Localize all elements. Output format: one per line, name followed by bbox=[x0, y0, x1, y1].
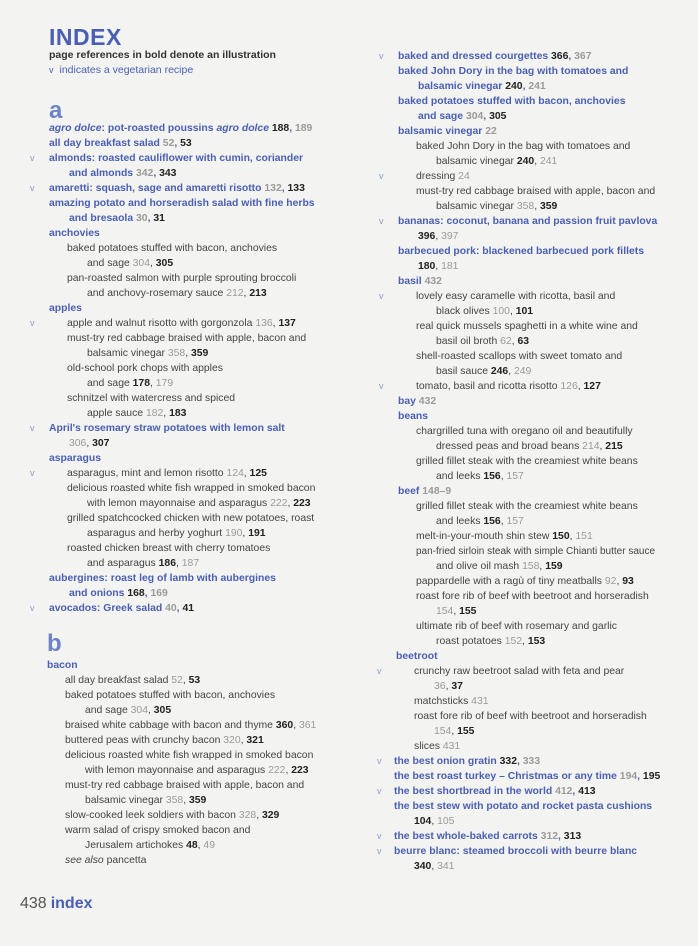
index-subentry-continued: and asparagus 186, 187 bbox=[87, 558, 200, 569]
index-subentry: crunchy raw beetroot salad with feta and pear bbox=[414, 666, 625, 677]
index-entry-continued: balsamic vinegar 240, 241 bbox=[418, 81, 546, 92]
vegetarian-marker: v bbox=[30, 153, 35, 163]
index-subentry-continued: black olives 100, 101 bbox=[436, 306, 534, 317]
index-entry: the best onion gratin 332, 333 bbox=[394, 756, 541, 767]
vegetarian-marker: v bbox=[377, 786, 382, 796]
vegetarian-marker: v bbox=[379, 381, 384, 391]
footer-section-label: index bbox=[50, 895, 93, 912]
page-number: 438 bbox=[20, 895, 47, 912]
index-subentry: ultimate rib of beef with rosemary and garlic bbox=[416, 621, 617, 632]
index-subentry: chargrilled tuna with oregano oil and beautifully bbox=[416, 426, 633, 437]
index-subentry-continued: and sage 304, 305 bbox=[85, 705, 172, 716]
index-subentry-continued: balsamic vinegar 358, 359 bbox=[85, 795, 207, 806]
index-entry: beurre blanc: steamed broccoli with beurre blanc bbox=[394, 846, 638, 857]
index-entry: baked and dressed courgettes 366, 367 bbox=[398, 51, 592, 62]
index-entry: aubergines: roast leg of lamb with aubergines bbox=[49, 573, 276, 584]
vegetarian-marker: v bbox=[377, 846, 382, 856]
index-subentry-continued: 154, 155 bbox=[436, 606, 477, 617]
index-entry: avocados: Greek salad 40, 41 bbox=[49, 603, 194, 614]
index-entry: amazing potato and horseradish salad with fine herbs bbox=[49, 198, 315, 209]
vegetarian-marker: v bbox=[30, 468, 35, 478]
index-subentry-continued: 154, 155 bbox=[434, 726, 475, 737]
index-subentry: baked John Dory in the bag with tomatoes and bbox=[416, 141, 631, 152]
index-entry: baked potatoes stuffed with bacon, anchovies bbox=[398, 96, 626, 107]
index-heading: beans bbox=[398, 411, 429, 422]
index-subentry-continued: and anchovy-rosemary sauce 212, 213 bbox=[87, 288, 267, 299]
section-letter-a: a bbox=[49, 97, 63, 124]
index-entry-continued: 340, 341 bbox=[414, 861, 455, 872]
index-subentry: baked potatoes stuffed with bacon, anchovies bbox=[65, 690, 276, 701]
index-subentry: roast fore rib of beef with beetroot and horseradish bbox=[414, 711, 647, 722]
index-entry-continued: and onions 168, 169 bbox=[69, 588, 168, 599]
vegetarian-marker: v bbox=[49, 65, 54, 75]
index-subentry: must-try red cabbage braised with apple, bacon and bbox=[67, 333, 307, 344]
index-subentry-continued: and leeks 156, 157 bbox=[436, 471, 524, 482]
index-subentry-continued: balsamic vinegar 358, 359 bbox=[436, 201, 558, 212]
index-subentry: roasted chicken breast with cherry tomatoes bbox=[67, 543, 271, 554]
index-subentry: grilled spatchcocked chicken with new potatoes, roast bbox=[67, 513, 315, 524]
index-subentry-continued: roast potatoes 152, 153 bbox=[436, 636, 546, 647]
index-subentry: slices 431 bbox=[414, 741, 461, 752]
index-heading: anchovies bbox=[49, 228, 100, 239]
index-subentry: braised white cabbage with bacon and thyme 360, 361 bbox=[65, 720, 317, 731]
index-heading: apples bbox=[49, 303, 82, 314]
index-heading: asparagus bbox=[49, 453, 101, 464]
index-subentry-continued: basil oil broth 62, 63 bbox=[436, 336, 530, 347]
index-heading: bay 432 bbox=[398, 396, 437, 407]
index-entry: almonds: roasted cauliflower with cumin, coriander bbox=[49, 153, 304, 164]
index-subentry: buttered peas with crunchy bacon 320, 321 bbox=[65, 735, 264, 746]
index-subentry-continued: and olive oil mash 158, 159 bbox=[436, 561, 563, 572]
index-subentry-continued: Jerusalem artichokes 48, 49 bbox=[85, 840, 215, 851]
index-entry: the best roast turkey – Christmas or any time 194, 195 bbox=[394, 771, 661, 782]
section-letter-b: b bbox=[47, 630, 62, 657]
index-subentry-continued: with lemon mayonnaise and asparagus 222, 223 bbox=[87, 498, 311, 509]
index-subentry: apple and walnut risotto with gorgonzola 136, 137 bbox=[67, 318, 296, 329]
index-heading: balsamic vinegar 22 bbox=[398, 126, 497, 137]
index-subentry-continued: and leeks 156, 157 bbox=[436, 516, 524, 527]
index-subentry-continued: apple sauce 182, 183 bbox=[87, 408, 187, 419]
index-entry-continued: and bresaola 30, 31 bbox=[69, 213, 165, 224]
index-entry-continued: and sage 304, 305 bbox=[418, 111, 507, 122]
index-heading: bacon bbox=[47, 660, 78, 671]
index-entry-continued: 306, 307 bbox=[69, 438, 110, 449]
index-entry: the best shortbread in the world 412, 413 bbox=[394, 786, 596, 797]
vegetarian-marker: v bbox=[377, 831, 382, 841]
index-entry-continued: 104, 105 bbox=[414, 816, 455, 827]
index-entry: agro dolce: pot-roasted poussins agro dolce 188, 189 bbox=[49, 123, 313, 134]
index-subentry: must-try red cabbage braised with apple, bacon and bbox=[416, 186, 656, 197]
index-subentry: shell-roasted scallops with sweet tomato and bbox=[416, 351, 623, 362]
index-subentry-continued: and sage 178, 179 bbox=[87, 378, 174, 389]
index-entry: the best whole-baked carrots 312, 313 bbox=[394, 831, 582, 842]
index-entry-continued: and almonds 342, 343 bbox=[69, 168, 177, 179]
index-subentry: pan-fried sirloin steak with simple Chianti butter sauce bbox=[416, 546, 655, 557]
vegetarian-marker: v bbox=[30, 423, 35, 433]
index-heading: basil 432 bbox=[398, 276, 442, 287]
index-heading: beef 148–9 bbox=[398, 486, 452, 497]
vegetarian-marker: v bbox=[379, 216, 384, 226]
index-subentry-continued: with lemon mayonnaise and asparagus 222, 223 bbox=[85, 765, 309, 776]
index-subentry: dressing 24 bbox=[416, 171, 470, 182]
vegetarian-marker: v bbox=[377, 756, 382, 766]
index-entry: amaretti: squash, sage and amaretti risotto 132, 133 bbox=[49, 183, 305, 194]
index-subentry-continued: dressed peas and broad beans 214, 215 bbox=[436, 441, 623, 452]
index-subentry: all day breakfast salad 52, 53 bbox=[65, 675, 201, 686]
index-subentry-continued: basil sauce 246, 249 bbox=[436, 366, 532, 377]
index-subentry-continued: 36, 37 bbox=[434, 681, 463, 692]
index-entry: all day breakfast salad 52, 53 bbox=[49, 138, 192, 149]
index-subentry: matchsticks 431 bbox=[414, 696, 489, 707]
vegetarian-marker: v bbox=[30, 318, 35, 328]
index-subentry: pan-roasted salmon with purple sprouting broccoli bbox=[67, 273, 297, 284]
index-subentry: grilled fillet steak with the creamiest white beans bbox=[416, 456, 638, 467]
page-title: INDEX bbox=[49, 24, 122, 50]
index-subentry: real quick mussels spaghetti in a white wine and bbox=[416, 321, 638, 332]
index-subentry: warm salad of crispy smoked bacon and bbox=[65, 825, 251, 836]
index-entry-continued: 180, 181 bbox=[418, 261, 459, 272]
index-entry: bananas: coconut, banana and passion fruit pavlova bbox=[398, 216, 658, 227]
index-subentry: melt-in-your-mouth shin stew 150, 151 bbox=[416, 531, 593, 542]
page-footer bbox=[20, 895, 93, 913]
vegetarian-note: v indicates a vegetarian recipe bbox=[49, 64, 194, 76]
index-subentry: tomato, basil and ricotta risotto 126, 127 bbox=[416, 381, 601, 392]
index-subentry: schnitzel with watercress and spiced bbox=[67, 393, 236, 404]
index-subentry: asparagus, mint and lemon risotto 124, 125 bbox=[67, 468, 267, 479]
vegetarian-marker: v bbox=[379, 291, 384, 301]
index-subentry: pappardelle with a ragù of tiny meatballs 92, 93 bbox=[416, 576, 634, 587]
vegetarian-marker: v bbox=[30, 183, 35, 193]
vegetarian-marker: v bbox=[379, 171, 384, 181]
index-subentry: delicious roasted white fish wrapped in smoked bacon bbox=[67, 483, 316, 494]
bold-reference-note: page references in bold denote an illustration bbox=[49, 49, 276, 61]
index-subentry: grilled fillet steak with the creamiest white beans bbox=[416, 501, 638, 512]
index-subentry: must-try red cabbage braised with apple, bacon and bbox=[65, 780, 305, 791]
index-subentry-continued: and sage 304, 305 bbox=[87, 258, 174, 269]
vegetarian-marker: v bbox=[30, 603, 35, 613]
index-subentry: lovely easy caramelle with ricotta, basil and bbox=[416, 291, 616, 302]
index-subentry: roast fore rib of beef with beetroot and horseradish bbox=[416, 591, 649, 602]
index-subentry: old-school pork chops with apples bbox=[67, 363, 223, 374]
index-subentry: delicious roasted white fish wrapped in smoked bacon bbox=[65, 750, 314, 761]
index-subentry: baked potatoes stuffed with bacon, anchovies bbox=[67, 243, 278, 254]
index-subentry-continued: balsamic vinegar 240, 241 bbox=[436, 156, 558, 167]
index-subentry-continued: asparagus and herby yoghurt 190, 191 bbox=[87, 528, 266, 539]
index-subentry: slow-cooked leek soldiers with bacon 328, 329 bbox=[65, 810, 280, 821]
index-heading: beetroot bbox=[396, 651, 438, 662]
see-also-reference: see also pancetta bbox=[65, 855, 147, 866]
index-entry: baked John Dory in the bag with tomatoes and bbox=[398, 66, 629, 77]
index-subentry-continued: balsamic vinegar 358, 359 bbox=[87, 348, 209, 359]
vegetarian-marker: v bbox=[379, 51, 384, 61]
index-entry: barbecued pork: blackened barbecued pork fillets bbox=[398, 246, 644, 257]
index-entry: April's rosemary straw potatoes with lemon salt bbox=[49, 423, 285, 434]
vegetarian-marker: v bbox=[377, 666, 382, 676]
index-entry-continued: 396, 397 bbox=[418, 231, 459, 242]
index-entry: the best stew with potato and rocket pasta cushions bbox=[394, 801, 653, 812]
